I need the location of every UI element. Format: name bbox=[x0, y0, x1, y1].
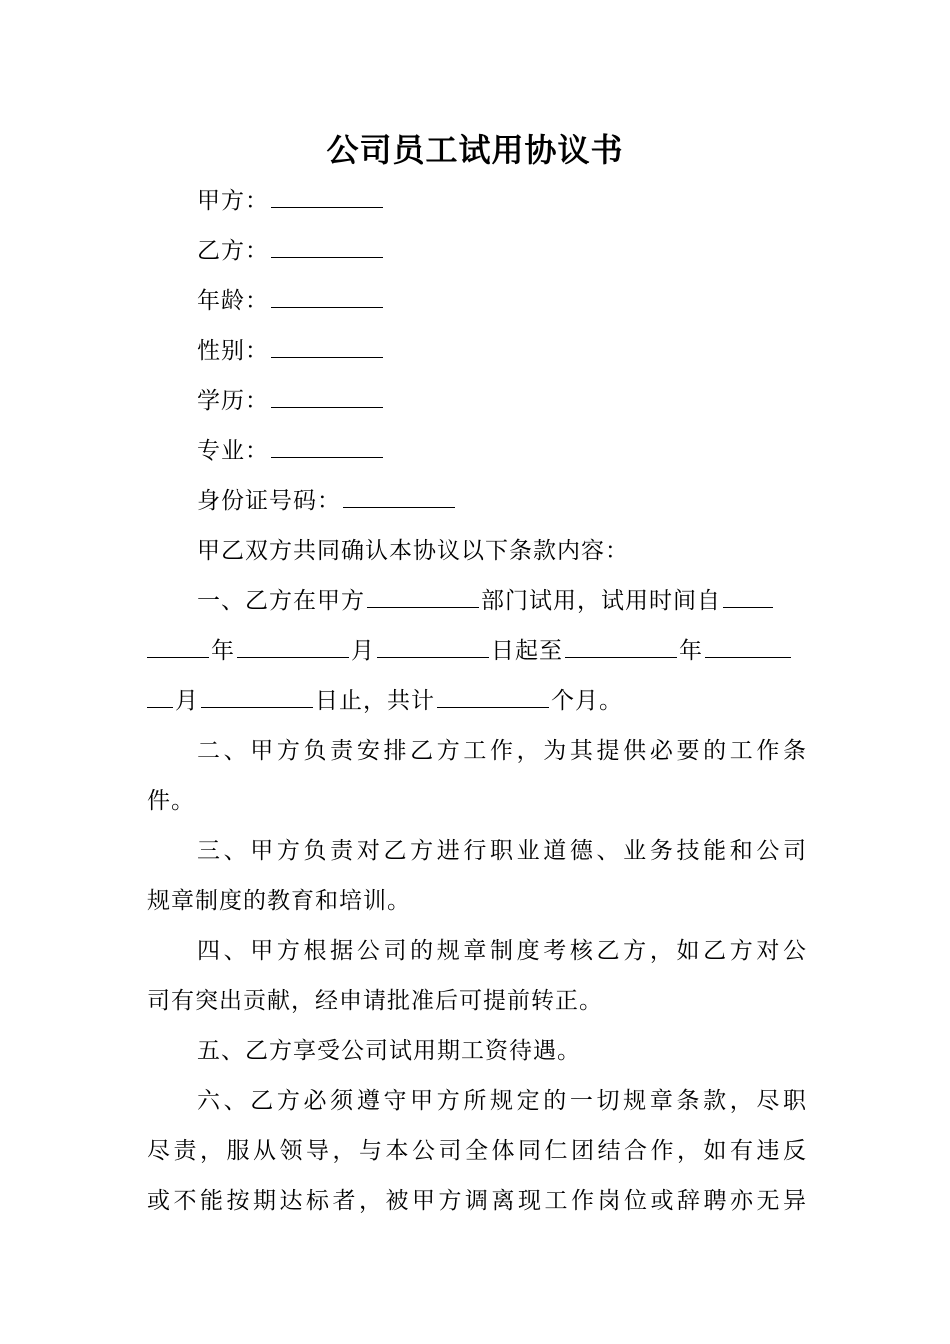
blank-line bbox=[705, 627, 791, 658]
clause-6-line-2: 尽责，服从领导，与本公司全体同仁团结合作，如有违反 bbox=[147, 1138, 807, 1164]
clause-text: 年 bbox=[211, 638, 235, 664]
clause-text: 月 bbox=[351, 638, 375, 664]
clause-2-line-2: 件。 bbox=[147, 788, 195, 814]
blank-line bbox=[271, 377, 383, 408]
blank-line bbox=[237, 627, 349, 658]
blank-line bbox=[377, 627, 489, 658]
clause-text: 日止，共计 bbox=[315, 688, 435, 714]
clause-text: 月 bbox=[175, 688, 199, 714]
clause-3-line-2: 规章制度的教育和培训。 bbox=[147, 888, 411, 914]
blank-line bbox=[367, 577, 479, 608]
clause-text: 个月。 bbox=[551, 688, 623, 714]
blank-line bbox=[201, 677, 313, 708]
blank-line bbox=[147, 627, 209, 658]
field-id-number bbox=[197, 476, 807, 526]
field-party-b bbox=[197, 226, 807, 276]
field-party-a bbox=[197, 176, 807, 226]
clause-1-line-1 bbox=[197, 576, 807, 626]
clause-2-line-1: 二、甲方负责安排乙方工作，为其提供必要的工作条 bbox=[197, 738, 807, 764]
field-label: 性别： bbox=[197, 338, 269, 364]
field-label: 年龄： bbox=[197, 288, 269, 314]
clause-text: 日起至 bbox=[491, 638, 563, 664]
field-label: 学历： bbox=[197, 388, 269, 414]
clause-text: 一、乙方在甲方 bbox=[197, 588, 365, 614]
clause-5-line-1: 五、乙方享受公司试用期工资待遇。 bbox=[197, 1038, 581, 1064]
field-gender bbox=[197, 326, 807, 376]
clause-6-line-1: 六、乙方必须遵守甲方所规定的一切规章条款，尽职 bbox=[197, 1088, 807, 1114]
blank-line bbox=[723, 577, 773, 608]
document-title: 公司员工试用协议书 bbox=[326, 131, 624, 169]
clause-4-line-2: 司有突出贡献，经申请批准后可提前转正。 bbox=[147, 988, 603, 1014]
blank-line bbox=[437, 677, 549, 708]
blank-line bbox=[271, 227, 383, 258]
clause-1-line-3 bbox=[147, 676, 807, 726]
intro-paragraph: 甲乙双方共同确认本协议以下条款内容： bbox=[197, 538, 629, 564]
clause-3-line-1: 三、甲方负责对乙方进行职业道德、业务技能和公司 bbox=[197, 838, 807, 864]
field-major bbox=[197, 426, 807, 476]
field-age bbox=[197, 276, 807, 326]
field-label: 乙方： bbox=[197, 238, 269, 264]
blank-line bbox=[271, 427, 383, 458]
clause-4-line-1: 四、甲方根据公司的规章制度考核乙方，如乙方对公 bbox=[197, 938, 807, 964]
field-label: 甲方： bbox=[197, 188, 269, 214]
field-label: 专业： bbox=[197, 438, 269, 464]
blank-line bbox=[271, 177, 383, 208]
blank-line bbox=[271, 277, 383, 308]
clause-text: 年 bbox=[679, 638, 703, 664]
field-education bbox=[197, 376, 807, 426]
blank-line bbox=[565, 627, 677, 658]
blank-line bbox=[271, 327, 383, 358]
clause-6-line-3: 或不能按期达标者，被甲方调离现工作岗位或辞聘亦无异 bbox=[147, 1188, 807, 1214]
blank-line bbox=[343, 477, 455, 508]
field-label: 身份证号码： bbox=[197, 488, 341, 514]
clause-1-line-2 bbox=[147, 626, 807, 676]
clause-text: 部门试用，试用时间自 bbox=[481, 588, 721, 614]
blank-line bbox=[147, 677, 173, 708]
